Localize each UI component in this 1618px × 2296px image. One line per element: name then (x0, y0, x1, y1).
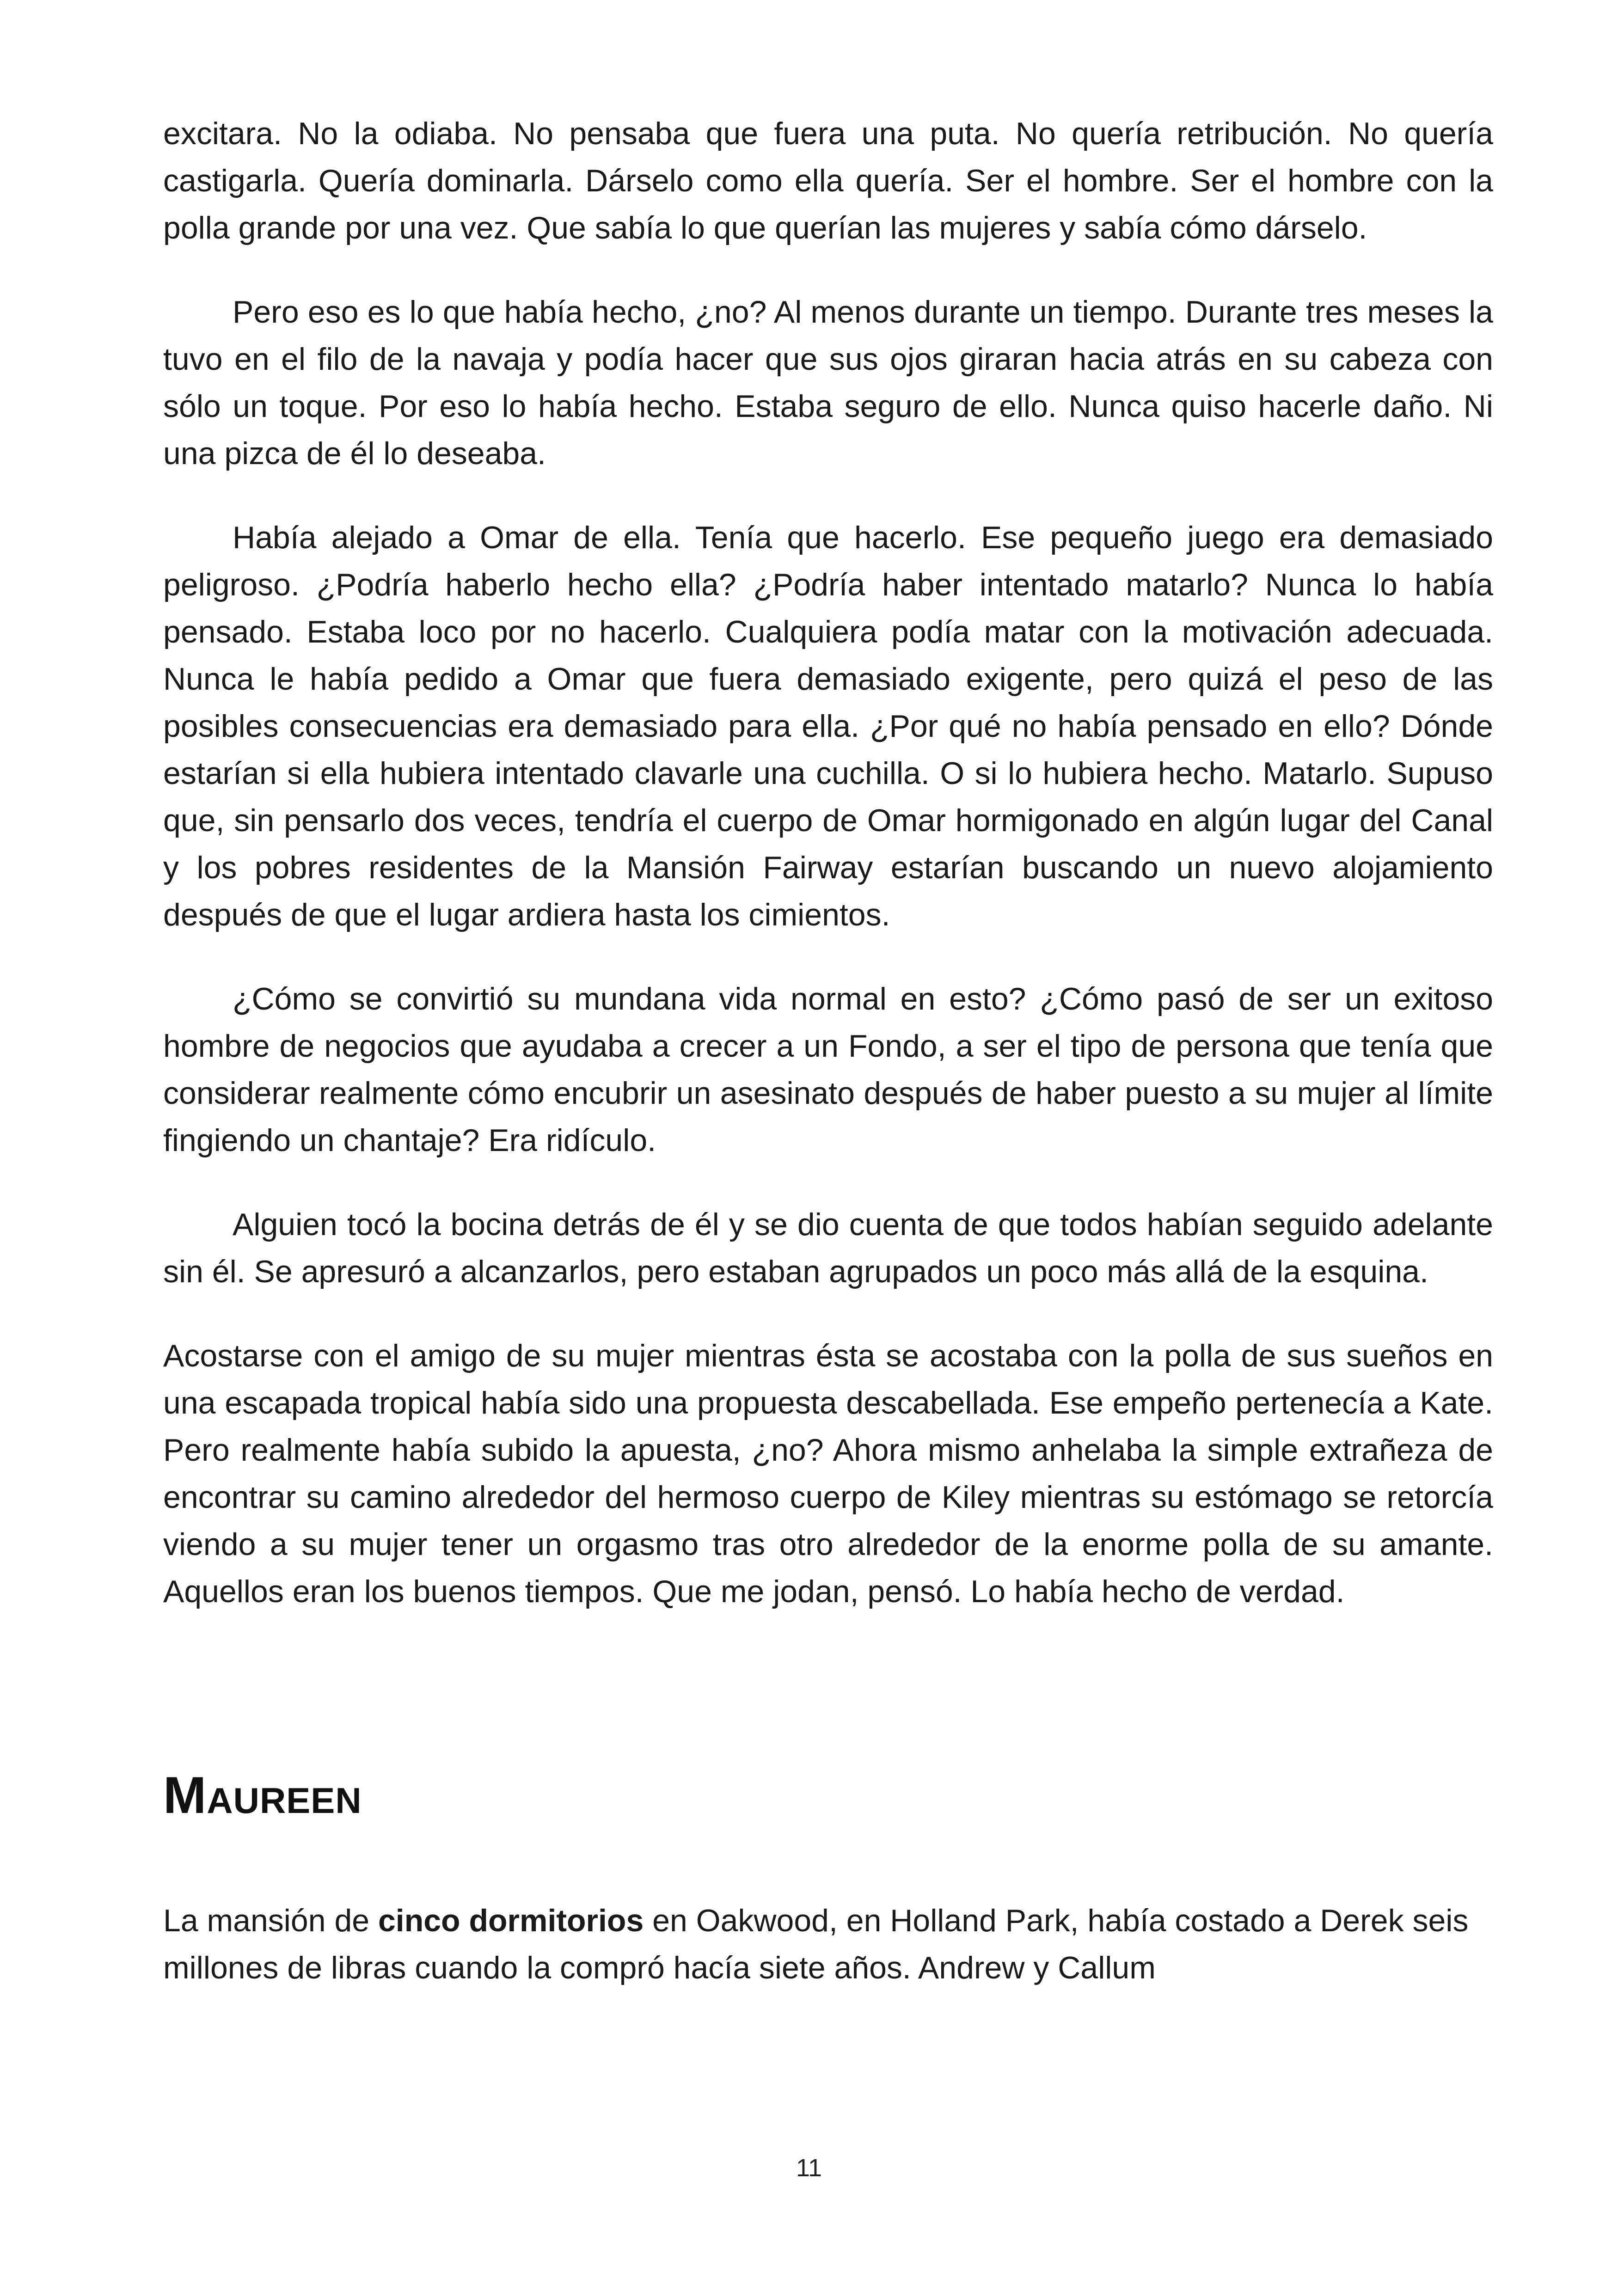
paragraph-final (163, 1897, 1493, 1991)
page-number: 11 (796, 2154, 822, 2182)
paragraph-6: Acostarse con el amigo de su mujer mientras ésta se acostaba con la polla de sus sueños en una escapada tropical había sido una propuesta descabellada. Ese empeño pertenecía a Kate. Pero realmente había subido la apuesta, ¿no? Ahora mismo anhelaba la simple extrañeza de encontrar su camino alrededor del hermoso cuerpo de Kiley mientras su estómago se retorcía viendo a su mujer tener un orgasmo tras otro alrededor de la enorme polla de su amante. Aquellos eran los buenos tiempos. Que me jodan, pensó. Lo había hecho de verdad. (163, 1338, 1493, 1609)
final-text-bold: cinco dormitorios (378, 1903, 644, 1938)
paragraph-1: excitara. No la odiaba. No pensaba que fuera una puta. No quería retribución. No quería castigarla. Quería dominarla. Dárselo como ella quería. Ser el hombre. Ser el hombre con la polla grande por una vez. Que sabía lo que querían las mujeres y sabía cómo dárselo. (163, 116, 1493, 245)
paragraph-4: ¿Cómo se convirtió su mundana vida normal en esto? ¿Cómo pasó de ser un exitoso hombre de negocios que ayudaba a crecer a un Fondo, a ser el tipo de persona que tenía que considerar realmente cómo encubrir un asesinato después de haber puesto a su mujer al límite fingiendo un chantaje? Era ridículo. (163, 981, 1493, 1158)
final-text-start: La mansión de (163, 1903, 378, 1938)
paragraph-5: Alguien tocó la bocina detrás de él y se dio cuenta de que todos habían seguido adelante sin él. Se apresuró a alcanzarlos, pero estaban agrupados un poco más allá de la esquina. (163, 1207, 1493, 1289)
page-body (163, 110, 1493, 1991)
paragraph-2: Pero eso es lo que había hecho, ¿no? Al menos durante un tiempo. Durante tres meses la tuvo en el filo de la navaja y podía hacer que sus ojos giraran hacia atrás en su cabeza con sólo un toque. Por eso lo había hecho. Estaba seguro de ello. Nunca quiso hacerle daño. Ni una pizca de él lo deseaba. (163, 294, 1493, 471)
final-text-end: en Oakwood, en Holland Park, había costado a Derek seis millones de libras cuando la compró hacía siete años. Andrew y Callum (163, 1903, 1469, 1985)
paragraph-3: Había alejado a Omar de ella. Tenía que hacerlo. Ese pequeño juego era demasiado peligroso. ¿Podría haberlo hecho ella? ¿Podría haber intentado matarlo? Nunca lo había pensado. Estaba loco por no hacerlo. Cualquiera podía matar con la motivación adecuada. Nunca le había pedido a Omar que fuera demasiado exigente, pero quizá el peso de las posibles consecuencias era demasiado para ella. ¿Por qué no había pensado en ello? Dónde estarían si ella hubiera intentado clavarle una cuchilla. O si lo hubiera hecho. Matarlo. Supuso que, sin pensarlo dos veces, tendría el cuerpo de Omar hormigonado en algún lugar del Canal y los pobres residentes de la Mansión Fairway estarían buscando un nuevo alojamiento después de que el lugar ardiera hasta los cimientos. (163, 520, 1493, 932)
section-heading: Maureen (163, 1766, 362, 1824)
